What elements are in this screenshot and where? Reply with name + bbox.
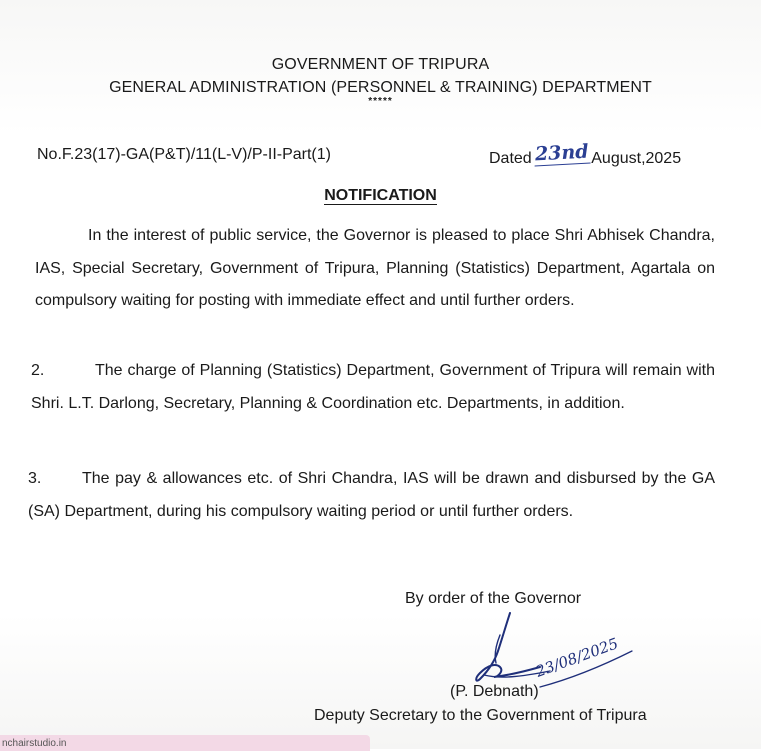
paragraph-3-text: The pay & allowances etc. of Shri Chandra, IAS will be drawn and disbursed by the GA (SA) Department, during his compulsory waiting period or until further orders. xyxy=(28,470,715,520)
department-heading: GENERAL ADMINISTRATION (PERSONNEL & TRAINING) DEPARTMENT xyxy=(109,79,652,96)
signature-date: 23/08/2025 xyxy=(533,634,621,681)
paragraph-3 xyxy=(28,463,715,528)
dated-label: Dated xyxy=(489,150,532,167)
notification-title xyxy=(0,187,761,205)
paragraph-2 xyxy=(31,355,715,420)
dated-line xyxy=(489,140,682,169)
signatory-designation: Deputy Secretary to the Government of Tripura xyxy=(314,707,647,724)
notification-title-text: NOTIFICATION xyxy=(324,187,437,204)
by-order-line: By order of the Governor xyxy=(405,590,582,607)
watermark-text: nchairstudio.in xyxy=(2,738,67,749)
dated-month-year: August,2025 xyxy=(591,150,682,167)
reference-number: No.F.23(17)-GA(P&T)/11(L-V)/P-II-Part(1) xyxy=(37,146,331,163)
handwritten-day: 23nd xyxy=(534,140,589,166)
paragraph-2-text: The charge of Planning (Statistics) Department, Government of Tripura will remain with Shri. L.T. Darlong, Secretary, Planning & Coordination etc. Departments, in addition. xyxy=(31,362,715,412)
government-heading: GOVERNMENT OF TRIPURA xyxy=(271,56,490,73)
paragraph-1: In the interest of public service, the Governor is pleased to place Shri Abhisek Chandra, IAS, Special Secretary, Government of Tripura, Planning (Statistics) Department, Agartala on compulsory waiting for posting with immediate effect and until further orders. xyxy=(35,227,715,309)
paragraph-3-number: 3. xyxy=(28,470,42,487)
signatory-name: (P. Debnath) xyxy=(450,683,539,700)
paragraph-2-number: 2. xyxy=(31,362,45,379)
heading-stars: ***** xyxy=(368,96,393,107)
